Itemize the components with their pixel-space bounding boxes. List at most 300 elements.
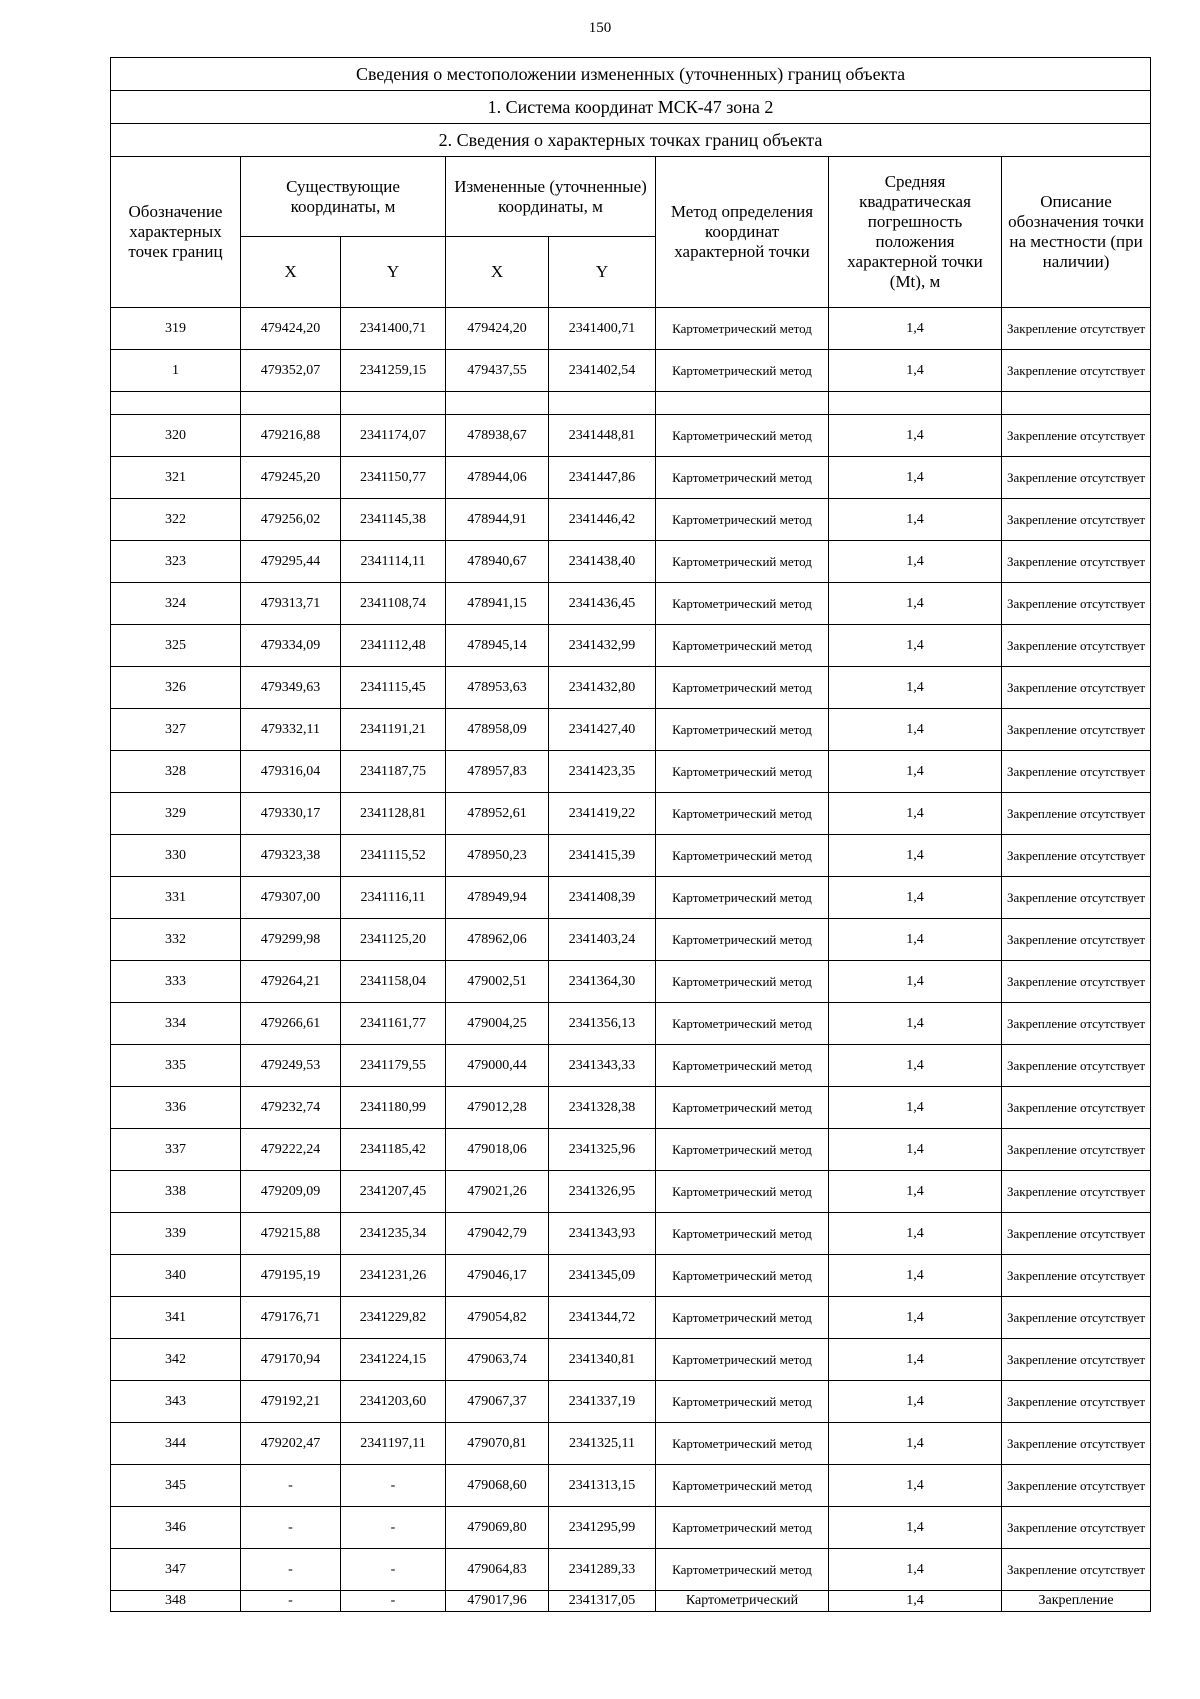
coordinates-table — [110, 57, 1151, 1612]
cell-point: 321 — [111, 457, 241, 499]
cell-description: Закрепление отсутствует — [1002, 350, 1151, 392]
cell-description: Закрепление отсутствует — [1002, 919, 1151, 961]
empty-cell — [1002, 392, 1151, 415]
table-row — [111, 1507, 1151, 1549]
cell-changed-y: 2341400,71 — [549, 308, 656, 350]
cell-changed-x: 478950,23 — [446, 835, 549, 877]
cell-method: Картометрический метод — [656, 499, 829, 541]
cell-existing-y: 2341400,71 — [341, 308, 446, 350]
cell-error: 1,4 — [829, 541, 1002, 583]
cell-changed-y: 2341313,15 — [549, 1465, 656, 1507]
cell-existing-x: - — [241, 1507, 341, 1549]
cell-changed-y: 2341446,42 — [549, 499, 656, 541]
cell-method: Картометрический метод — [656, 1507, 829, 1549]
cell-method: Картометрический метод — [656, 625, 829, 667]
cell-description: Закрепление отсутствует — [1002, 1297, 1151, 1339]
cell-description: Закрепление отсутствует — [1002, 667, 1151, 709]
cell-error: 1,4 — [829, 667, 1002, 709]
cell-existing-y: 2341114,11 — [341, 541, 446, 583]
cell-point: 330 — [111, 835, 241, 877]
cell-error: 1,4 — [829, 499, 1002, 541]
cell-point: 341 — [111, 1297, 241, 1339]
cell-description: Закрепление отсутствует — [1002, 457, 1151, 499]
cell-changed-x: 478944,06 — [446, 457, 549, 499]
table-row — [111, 877, 1151, 919]
cell-changed-x: 479070,81 — [446, 1423, 549, 1465]
cell-error: 1,4 — [829, 1003, 1002, 1045]
cell-changed-y: 2341419,22 — [549, 793, 656, 835]
cell-existing-x: - — [241, 1549, 341, 1591]
cell-error: 1,4 — [829, 1465, 1002, 1507]
cell-existing-x: 479249,53 — [241, 1045, 341, 1087]
cell-existing-y: - — [341, 1591, 446, 1612]
cell-existing-y: 2341224,15 — [341, 1339, 446, 1381]
coordinate-system: 1. Система координат МСК-47 зона 2 — [111, 91, 1151, 124]
cell-existing-x: 479215,88 — [241, 1213, 341, 1255]
cell-changed-y: 2341403,24 — [549, 919, 656, 961]
cell-point: 340 — [111, 1255, 241, 1297]
cell-changed-y: 2341432,99 — [549, 625, 656, 667]
empty-cell — [241, 392, 341, 415]
cell-point: 328 — [111, 751, 241, 793]
cell-method: Картометрический метод — [656, 1423, 829, 1465]
cell-existing-y: 2341115,45 — [341, 667, 446, 709]
cell-point: 342 — [111, 1339, 241, 1381]
cell-existing-x: 479334,09 — [241, 625, 341, 667]
cell-existing-x: 479209,09 — [241, 1171, 341, 1213]
cell-changed-y: 2341325,11 — [549, 1423, 656, 1465]
cell-point: 326 — [111, 667, 241, 709]
cell-description: Закрепление отсутствует — [1002, 1423, 1151, 1465]
cell-changed-x: 478962,06 — [446, 919, 549, 961]
table-row — [111, 583, 1151, 625]
cell-description: Закрепление отсутствует — [1002, 793, 1151, 835]
cell-point: 345 — [111, 1465, 241, 1507]
cell-point: 325 — [111, 625, 241, 667]
cell-point: 338 — [111, 1171, 241, 1213]
cell-existing-y: 2341125,20 — [341, 919, 446, 961]
table-row — [111, 1045, 1151, 1087]
cell-error: 1,4 — [829, 308, 1002, 350]
cell-description: Закрепление отсутствует — [1002, 1465, 1151, 1507]
cell-description: Закрепление отсутствует — [1002, 1087, 1151, 1129]
cell-point: 332 — [111, 919, 241, 961]
cell-description: Закрепление отсутствует — [1002, 961, 1151, 1003]
cell-existing-x: 479170,94 — [241, 1339, 341, 1381]
cell-changed-x: 478949,94 — [446, 877, 549, 919]
cell-error: 1,4 — [829, 1591, 1002, 1612]
cell-changed-x: 479064,83 — [446, 1549, 549, 1591]
empty-cell — [549, 392, 656, 415]
table-row — [111, 1381, 1151, 1423]
cell-existing-x: 479316,04 — [241, 751, 341, 793]
cell-point: 333 — [111, 961, 241, 1003]
cell-point: 339 — [111, 1213, 241, 1255]
table-row — [111, 1297, 1151, 1339]
cell-changed-x: 478957,83 — [446, 751, 549, 793]
table-row — [111, 1549, 1151, 1591]
cell-method: Картометрический метод — [656, 1381, 829, 1423]
cell-existing-x: 479295,44 — [241, 541, 341, 583]
cell-point: 323 — [111, 541, 241, 583]
cell-point: 347 — [111, 1549, 241, 1591]
cell-error: 1,4 — [829, 1087, 1002, 1129]
cell-existing-y: 2341108,74 — [341, 583, 446, 625]
cell-existing-x: - — [241, 1591, 341, 1612]
cell-existing-y: 2341115,52 — [341, 835, 446, 877]
cell-description: Закрепление отсутствует — [1002, 625, 1151, 667]
cell-point: 334 — [111, 1003, 241, 1045]
table-row — [111, 1171, 1151, 1213]
cell-changed-x: 479068,60 — [446, 1465, 549, 1507]
empty-cell — [111, 392, 241, 415]
header-existing-x: X — [241, 237, 341, 308]
cell-changed-x: 479018,06 — [446, 1129, 549, 1171]
cell-method: Картометрический метод — [656, 350, 829, 392]
empty-cell — [656, 392, 829, 415]
cell-method: Картометрический — [656, 1591, 829, 1612]
cell-method: Картометрический метод — [656, 308, 829, 350]
cell-description: Закрепление отсутствует — [1002, 1129, 1151, 1171]
cell-existing-y: 2341161,77 — [341, 1003, 446, 1045]
cell-method: Картометрический метод — [656, 415, 829, 457]
cell-changed-y: 2341447,86 — [549, 457, 656, 499]
cell-existing-x: 479216,88 — [241, 415, 341, 457]
cell-error: 1,4 — [829, 1339, 1002, 1381]
cell-existing-x: 479424,20 — [241, 308, 341, 350]
cell-method: Картометрический метод — [656, 1213, 829, 1255]
cell-point: 327 — [111, 709, 241, 751]
table-row — [111, 457, 1151, 499]
cell-changed-y: 2341345,09 — [549, 1255, 656, 1297]
cell-existing-y: 2341158,04 — [341, 961, 446, 1003]
cell-point: 343 — [111, 1381, 241, 1423]
cell-description: Закрепление отсутствует — [1002, 1381, 1151, 1423]
cell-description: Закрепление отсутствует — [1002, 1213, 1151, 1255]
cell-error: 1,4 — [829, 1213, 1002, 1255]
cell-error: 1,4 — [829, 835, 1002, 877]
cell-error: 1,4 — [829, 751, 1002, 793]
cell-existing-x: 479202,47 — [241, 1423, 341, 1465]
cell-existing-y: 2341112,48 — [341, 625, 446, 667]
cell-existing-x: 479264,21 — [241, 961, 341, 1003]
cell-description: Закрепление отсутствует — [1002, 1507, 1151, 1549]
cell-error: 1,4 — [829, 919, 1002, 961]
table-row — [111, 625, 1151, 667]
header-changed-coords: Измененные (уточненные) координаты, м — [446, 157, 656, 237]
cell-changed-x: 479021,26 — [446, 1171, 549, 1213]
header-error: Средняя квадратическая погрешность положения характерной точки (Mt), м — [829, 157, 1002, 308]
cell-error: 1,4 — [829, 793, 1002, 835]
cell-existing-y: 2341185,42 — [341, 1129, 446, 1171]
cell-existing-y: 2341231,26 — [341, 1255, 446, 1297]
cell-method: Картометрический метод — [656, 583, 829, 625]
table-row — [111, 541, 1151, 583]
cell-point: 319 — [111, 308, 241, 350]
cell-error: 1,4 — [829, 625, 1002, 667]
cell-error: 1,4 — [829, 1381, 1002, 1423]
cell-changed-x: 478941,15 — [446, 583, 549, 625]
cell-changed-y: 2341295,99 — [549, 1507, 656, 1549]
cell-existing-x: 479323,38 — [241, 835, 341, 877]
table-title: Сведения о местоположении измененных (уточненных) границ объекта — [111, 58, 1151, 91]
cell-description: Закрепление отсутствует — [1002, 1171, 1151, 1213]
cell-existing-y: 2341174,07 — [341, 415, 446, 457]
cell-method: Картометрический метод — [656, 877, 829, 919]
empty-cell — [341, 392, 446, 415]
table-row — [111, 1129, 1151, 1171]
cell-error: 1,4 — [829, 1171, 1002, 1213]
cell-changed-x: 478953,63 — [446, 667, 549, 709]
cell-point: 1 — [111, 350, 241, 392]
cell-existing-x: 479256,02 — [241, 499, 341, 541]
cell-changed-x: 479042,79 — [446, 1213, 549, 1255]
header-changed-y: Y — [549, 237, 656, 308]
cell-error: 1,4 — [829, 415, 1002, 457]
cell-changed-x: 478938,67 — [446, 415, 549, 457]
cell-existing-x: 479330,17 — [241, 793, 341, 835]
cell-changed-y: 2341343,33 — [549, 1045, 656, 1087]
cell-method: Картометрический метод — [656, 961, 829, 1003]
cell-method: Картометрический метод — [656, 709, 829, 751]
cell-changed-y: 2341402,54 — [549, 350, 656, 392]
cell-existing-x: 479266,61 — [241, 1003, 341, 1045]
cell-changed-x: 478945,14 — [446, 625, 549, 667]
cell-error: 1,4 — [829, 1423, 1002, 1465]
cell-existing-x: 479192,21 — [241, 1381, 341, 1423]
cell-description: Закрепление отсутствует — [1002, 1339, 1151, 1381]
cell-changed-y: 2341340,81 — [549, 1339, 656, 1381]
cell-existing-y: - — [341, 1549, 446, 1591]
cell-method: Картометрический метод — [656, 919, 829, 961]
cell-existing-x: 479332,11 — [241, 709, 341, 751]
header-existing-coords: Существующие координаты, м — [241, 157, 446, 237]
cell-error: 1,4 — [829, 1297, 1002, 1339]
cell-changed-y: 2341408,39 — [549, 877, 656, 919]
cell-existing-y: 2341179,55 — [341, 1045, 446, 1087]
cell-error: 1,4 — [829, 877, 1002, 919]
cell-error: 1,4 — [829, 583, 1002, 625]
cell-changed-y: 2341328,38 — [549, 1087, 656, 1129]
cell-existing-x: 479299,98 — [241, 919, 341, 961]
cell-existing-y: 2341116,11 — [341, 877, 446, 919]
header-changed-x: X — [446, 237, 549, 308]
header-description: Описание обозначения точки на местности (при наличии) — [1002, 157, 1151, 308]
cell-description: Закрепление отсутствует — [1002, 877, 1151, 919]
cell-method: Картометрический метод — [656, 1465, 829, 1507]
table-row — [111, 350, 1151, 392]
cell-existing-y: 2341187,75 — [341, 751, 446, 793]
table-row — [111, 1591, 1151, 1612]
cell-point: 322 — [111, 499, 241, 541]
cell-changed-y: 2341423,35 — [549, 751, 656, 793]
cell-description: Закрепление отсутствует — [1002, 583, 1151, 625]
cell-error: 1,4 — [829, 1129, 1002, 1171]
page-number: 150 — [588, 20, 612, 36]
cell-changed-y: 2341317,05 — [549, 1591, 656, 1612]
cell-method: Картометрический метод — [656, 1087, 829, 1129]
cell-point: 331 — [111, 877, 241, 919]
cell-existing-x: 479195,19 — [241, 1255, 341, 1297]
cell-description: Закрепление отсутствует — [1002, 751, 1151, 793]
cell-existing-y: 2341207,45 — [341, 1171, 446, 1213]
cell-point: 329 — [111, 793, 241, 835]
table-row — [111, 667, 1151, 709]
cell-existing-y: 2341150,77 — [341, 457, 446, 499]
table-row — [111, 1255, 1151, 1297]
cell-changed-y: 2341438,40 — [549, 541, 656, 583]
cell-point: 344 — [111, 1423, 241, 1465]
cell-existing-y: 2341197,11 — [341, 1423, 446, 1465]
cell-method: Картометрический метод — [656, 1045, 829, 1087]
cell-error: 1,4 — [829, 1549, 1002, 1591]
table-row — [111, 1423, 1151, 1465]
cell-existing-y: 2341235,34 — [341, 1213, 446, 1255]
cell-method: Картометрический метод — [656, 793, 829, 835]
cell-changed-y: 2341343,93 — [549, 1213, 656, 1255]
cell-error: 1,4 — [829, 1255, 1002, 1297]
cell-changed-x: 479017,96 — [446, 1591, 549, 1612]
cell-point: 324 — [111, 583, 241, 625]
cell-point: 337 — [111, 1129, 241, 1171]
empty-cell — [829, 392, 1002, 415]
cell-existing-y: - — [341, 1465, 446, 1507]
cell-existing-y: 2341145,38 — [341, 499, 446, 541]
cell-existing-x: 479176,71 — [241, 1297, 341, 1339]
cell-description: Закрепление отсутствует — [1002, 709, 1151, 751]
cell-changed-x: 479004,25 — [446, 1003, 549, 1045]
table-row — [111, 919, 1151, 961]
cell-error: 1,4 — [829, 961, 1002, 1003]
cell-method: Картометрический метод — [656, 1549, 829, 1591]
cell-description: Закрепление отсутствует — [1002, 1045, 1151, 1087]
cell-description: Закрепление отсутствует — [1002, 541, 1151, 583]
cell-changed-x: 479000,44 — [446, 1045, 549, 1087]
cell-method: Картометрический метод — [656, 541, 829, 583]
cell-existing-y: - — [341, 1507, 446, 1549]
table-row — [111, 499, 1151, 541]
cell-existing-x: 479313,71 — [241, 583, 341, 625]
cell-changed-y: 2341432,80 — [549, 667, 656, 709]
table-row — [111, 1339, 1151, 1381]
cell-description: Закрепление отсутствует — [1002, 415, 1151, 457]
table-row — [111, 1213, 1151, 1255]
cell-method: Картометрический метод — [656, 1339, 829, 1381]
cell-error: 1,4 — [829, 1507, 1002, 1549]
cell-method: Картометрический метод — [656, 751, 829, 793]
cell-changed-x: 479067,37 — [446, 1381, 549, 1423]
cell-error: 1,4 — [829, 709, 1002, 751]
cell-method: Картометрический метод — [656, 457, 829, 499]
cell-existing-x: 479349,63 — [241, 667, 341, 709]
cell-changed-y: 2341344,72 — [549, 1297, 656, 1339]
cell-point: 320 — [111, 415, 241, 457]
cell-existing-y: 2341128,81 — [341, 793, 446, 835]
table-row — [111, 415, 1151, 457]
empty-row — [111, 392, 1151, 415]
cell-changed-x: 478958,09 — [446, 709, 549, 751]
table-row — [111, 1465, 1151, 1507]
cell-method: Картометрический метод — [656, 1003, 829, 1045]
cell-point: 335 — [111, 1045, 241, 1087]
cell-changed-y: 2341289,33 — [549, 1549, 656, 1591]
cell-changed-x: 478944,91 — [446, 499, 549, 541]
table-row — [111, 961, 1151, 1003]
cell-point: 346 — [111, 1507, 241, 1549]
cell-changed-x: 479046,17 — [446, 1255, 549, 1297]
cell-changed-x: 479054,82 — [446, 1297, 549, 1339]
header-existing-y: Y — [341, 237, 446, 308]
cell-existing-x: 479232,74 — [241, 1087, 341, 1129]
cell-method: Картометрический метод — [656, 1171, 829, 1213]
cell-changed-y: 2341325,96 — [549, 1129, 656, 1171]
header-point-label: Обозначение характерных точек границ — [111, 157, 241, 308]
cell-existing-x: 479352,07 — [241, 350, 341, 392]
cell-changed-y: 2341415,39 — [549, 835, 656, 877]
cell-error: 1,4 — [829, 1045, 1002, 1087]
table-row — [111, 793, 1151, 835]
cell-description: Закрепление отсутствует — [1002, 308, 1151, 350]
cell-existing-y: 2341259,15 — [341, 350, 446, 392]
cell-method: Картометрический метод — [656, 667, 829, 709]
cell-existing-x: 479222,24 — [241, 1129, 341, 1171]
cell-changed-x: 479069,80 — [446, 1507, 549, 1549]
cell-existing-x: 479245,20 — [241, 457, 341, 499]
cell-error: 1,4 — [829, 350, 1002, 392]
cell-existing-y: 2341180,99 — [341, 1087, 446, 1129]
cell-existing-x: - — [241, 1465, 341, 1507]
section-title: 2. Сведения о характерных точках границ объекта — [111, 124, 1151, 157]
cell-changed-x: 478940,67 — [446, 541, 549, 583]
cell-changed-x: 479424,20 — [446, 308, 549, 350]
cell-existing-x: 479307,00 — [241, 877, 341, 919]
cell-changed-y: 2341326,95 — [549, 1171, 656, 1213]
cell-error: 1,4 — [829, 457, 1002, 499]
cell-description: Закрепление отсутствует — [1002, 1255, 1151, 1297]
cell-point: 336 — [111, 1087, 241, 1129]
cell-method: Картометрический метод — [656, 1297, 829, 1339]
cell-method: Картометрический метод — [656, 1129, 829, 1171]
cell-changed-x: 479437,55 — [446, 350, 549, 392]
cell-changed-x: 478952,61 — [446, 793, 549, 835]
cell-changed-y: 2341427,40 — [549, 709, 656, 751]
cell-description: Закрепление отсутствует — [1002, 1549, 1151, 1591]
cell-method: Картометрический метод — [656, 1255, 829, 1297]
cell-description: Закрепление — [1002, 1591, 1151, 1612]
cell-description: Закрепление отсутствует — [1002, 1003, 1151, 1045]
cell-existing-y: 2341229,82 — [341, 1297, 446, 1339]
cell-changed-y: 2341337,19 — [549, 1381, 656, 1423]
table-row — [111, 835, 1151, 877]
cell-changed-y: 2341436,45 — [549, 583, 656, 625]
cell-changed-y: 2341364,30 — [549, 961, 656, 1003]
cell-point: 348 — [111, 1591, 241, 1612]
cell-changed-x: 479063,74 — [446, 1339, 549, 1381]
cell-method: Картометрический метод — [656, 835, 829, 877]
cell-existing-y: 2341203,60 — [341, 1381, 446, 1423]
cell-changed-x: 479012,28 — [446, 1087, 549, 1129]
table-row — [111, 709, 1151, 751]
cell-changed-y: 2341448,81 — [549, 415, 656, 457]
table-row — [111, 751, 1151, 793]
table-row — [111, 1087, 1151, 1129]
cell-description: Закрепление отсутствует — [1002, 499, 1151, 541]
table-row — [111, 1003, 1151, 1045]
cell-changed-x: 479002,51 — [446, 961, 549, 1003]
cell-changed-y: 2341356,13 — [549, 1003, 656, 1045]
table-row — [111, 308, 1151, 350]
header-method: Метод определения координат характерной точки — [656, 157, 829, 308]
